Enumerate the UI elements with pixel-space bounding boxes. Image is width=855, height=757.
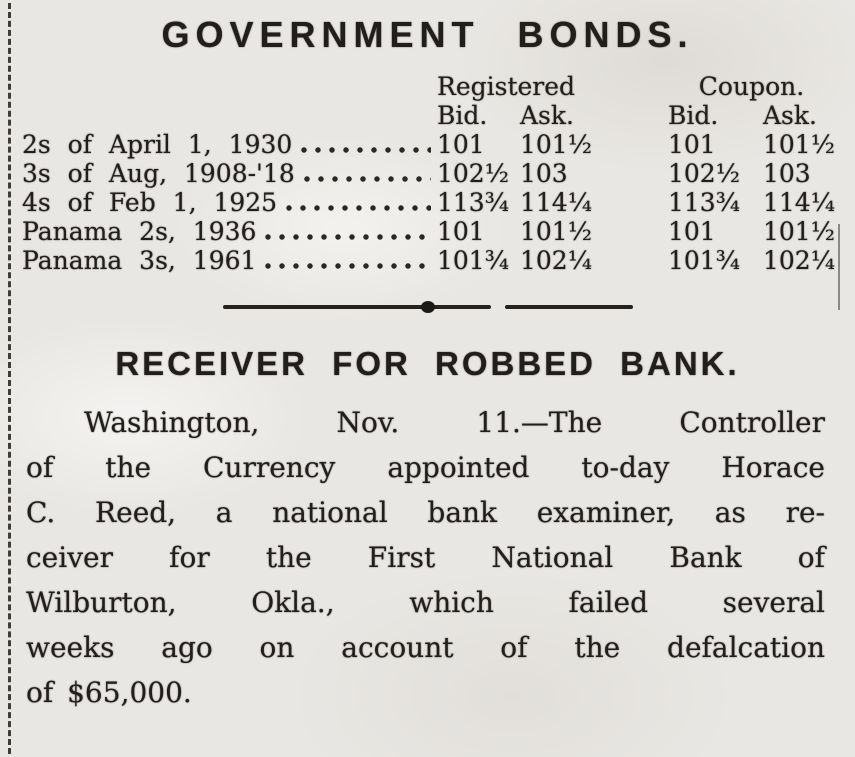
registered-ask-value: 114¼ (520, 188, 592, 217)
coupon-ask-value: 103 (763, 159, 811, 188)
dot-leader (300, 146, 431, 154)
registered-bid-value: 102½ (437, 159, 509, 188)
article-line: of the Currency appointed to-day Horace (26, 451, 825, 484)
registered-ask-value: 102¼ (520, 246, 592, 275)
coupon-ask-header: Ask. (763, 101, 817, 130)
registered-bid-value: 113¾ (437, 188, 509, 217)
spacer-cell (22, 101, 437, 130)
article-line: Washington, Nov. 11.—The Controller (84, 406, 825, 439)
bond-row-label (22, 130, 437, 159)
divider-segment (223, 305, 491, 309)
coupon-group-header: Coupon. (698, 72, 805, 101)
dot-leader (303, 175, 431, 183)
coupon-bid-header: Bid. (668, 101, 719, 130)
registered-group-header: Registered (437, 72, 576, 101)
coupon-bid-value: 101 (668, 217, 716, 246)
receiver-article-section (0, 345, 855, 715)
coupon-ask-value: 101½ (763, 217, 835, 246)
bond-name: 4s of Feb 1, 1925 (22, 188, 278, 217)
divider-center-dot (421, 301, 435, 313)
coupon-bid-value: 102½ (668, 159, 740, 188)
registered-bid-value: 101 (437, 130, 485, 159)
bond-row-label (22, 188, 437, 217)
dot-leader (264, 233, 431, 241)
left-column-rule (8, 0, 11, 757)
divider-segment (505, 305, 633, 309)
bond-name: 2s of April 1, 1930 (22, 130, 293, 159)
bond-row-label (22, 246, 437, 275)
registered-bid-header: Bid. (437, 101, 488, 130)
bonds-headline: GOVERNMENT BONDS. (161, 14, 694, 55)
article-line: of $65,000. (26, 676, 192, 709)
registered-ask-value: 101½ (520, 217, 592, 246)
bond-name: Panama 3s, 1961 (22, 246, 257, 275)
registered-bid-value: 101¾ (437, 246, 509, 275)
article-line: weeks ago on account of the defalcation (26, 631, 825, 664)
coupon-bid-value: 101¾ (668, 246, 740, 275)
dot-leader (285, 204, 431, 212)
registered-ask-header: Ask. (520, 101, 574, 130)
coupon-ask-value: 101½ (763, 130, 835, 159)
registered-ask-value: 103 (520, 159, 568, 188)
bond-name: Panama 2s, 1936 (22, 217, 257, 246)
article-line: ceiver for the First National Bank of (26, 541, 825, 574)
coupon-bid-value: 101 (668, 130, 716, 159)
bond-row-label (22, 217, 437, 246)
article-line: Wilburton, Okla., which failed several (26, 586, 825, 619)
right-column-rule-fragment (838, 224, 840, 310)
coupon-ask-value: 102¼ (763, 246, 835, 275)
article-line: C. Reed, a national bank examiner, as re- (26, 496, 825, 529)
article-headline: RECEIVER FOR ROBBED BANK. (115, 345, 740, 382)
registered-bid-value: 101 (437, 217, 485, 246)
dot-leader (264, 262, 431, 270)
bond-price-table (0, 56, 855, 275)
bond-row-label (22, 159, 437, 188)
registered-ask-value: 101½ (520, 130, 592, 159)
bond-name: 3s of Aug, 1908-'18 (22, 159, 295, 188)
coupon-ask-value: 114¼ (763, 188, 835, 217)
coupon-bid-value: 113¾ (668, 188, 740, 217)
section-divider-rule (223, 300, 633, 313)
government-bonds-section (0, 14, 855, 275)
spacer-cell (22, 72, 437, 101)
article-body (26, 400, 825, 715)
